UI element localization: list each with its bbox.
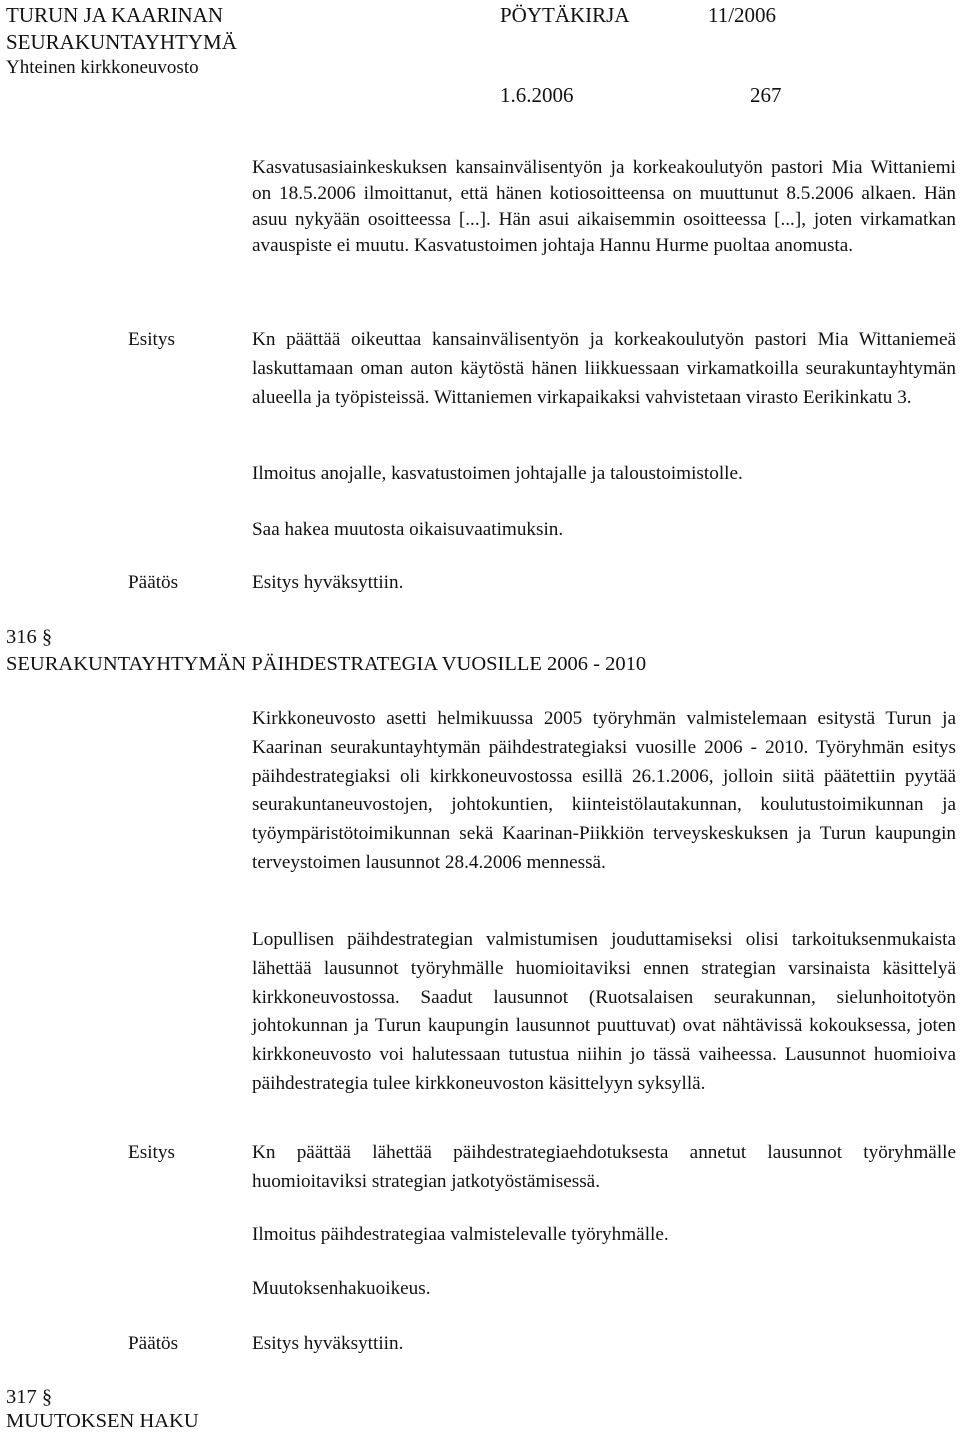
appeal-text: Muutoksenhakuoikeus.: [252, 1278, 431, 1299]
meeting-date: 1.6.2006: [500, 83, 574, 107]
proposal-text: Kn päättää oikeuttaa kansainvälisentyön ja korkeakoulutyön pastori Mia Wittaniemeä laskuttamaan oman auton käytöstä hänen liikkuessaan virkamatkoilla seurakuntayhtymän alueella ja työpisteissä. Wittaniemen virkapaikaksi vahvistetaan virasto Eerikinkatu 3.: [252, 329, 956, 408]
decision-label: Päätös: [128, 1333, 179, 1354]
section-title: SEURAKUNTAYHTYMÄN PÄIHDESTRATEGIA VUOSILLE 2006 - 2010: [6, 653, 647, 675]
section-paragraph-1: Kirkkoneuvosto asetti helmikuussa 2005 työryhmän valmistelemaan esitystä Turun ja Kaarinan seurakuntayhtymän päihdestrategiaksi vuosille 2006 - 2010. Työryhmän esitys päihdestrategiaksi oli kirkkoneuvostossa esillä 26.1.2006, jolloin siitä päätettiin pyytää seurakuntaneuvostojen, johtokuntien, kiinteistölautakunnan, koulutustoimikunnan ja työympäristötoimikunnan sekä Kaarinan-Piikkiön terveyskeskuksen ja Turun kaupungin terveystoimen lausunnot 28.4.2006 mennessä.: [252, 708, 956, 873]
document-number: 11/2006: [708, 3, 777, 27]
section-number: 316 §: [6, 626, 53, 648]
org-body: Yhteinen kirkkoneuvosto: [6, 57, 199, 78]
decision-label: Päätös: [128, 572, 179, 593]
section-number: 317 §: [6, 1386, 53, 1408]
notice-text: Ilmoitus anojalle, kasvatustoimen johtajalle ja taloustoimistolle.: [252, 463, 743, 484]
proposal-label: Esitys: [128, 1142, 175, 1163]
section-title: MUUTOKSEN HAKU: [6, 1410, 199, 1432]
proposal-text: Kn päättää lähettää päihdestrategiaehdotuksesta annetut lausunnot työryhmälle huomioitaviksi strategian jatkotyöstämisessä.: [252, 1142, 956, 1192]
document-type: PÖYTÄKIRJA: [500, 3, 630, 27]
intro-paragraph: Kasvatusasiainkeskuksen kansainvälisentyön ja korkeakoulutyön pastori Mia Wittaniemi on 18.5.2006 ilmoittanut, että hänen kotiosoitteensa on muuttunut 8.5.2006 alkaen. Hän asuu nykyään osoitteessa [...]. Hän asui aikaisemmin osoitteessa [...], joten virkamatkan avauspiste ei muutu. Kasvatustoimen johtaja Hannu Hurme puoltaa anomusta.: [252, 157, 956, 256]
org-name: TURUN JA KAARINAN: [6, 3, 224, 27]
notice-text: Ilmoitus päihdestrategiaa valmistelevalle työryhmälle.: [252, 1224, 669, 1245]
section-paragraph-2: Lopullisen päihdestrategian valmistumisen jouduttamiseksi olisi tarkoituksenmukaista lähettää lausunnot työryhmälle huomioitaviksi ennen strategian varsinaista käsittelyä kirkkoneuvostossa. Saadut lausunnot (Ruotsalaisen seurakunnan, sielunhoitotyön johtokunnan ja Turun kaupungin lausunnot puuttuvat) ovat nähtävissä kokouksessa, joten kirkkoneuvosto voi halutessaan tutustua niihin jo tässä vaiheessa. Lausunnot huomioiva päihdestrategia tulee kirkkoneuvoston käsittelyyn syksyllä.: [252, 929, 956, 1094]
appeal-text: Saa hakea muutosta oikaisuvaatimuksin.: [252, 519, 564, 540]
decision-text: Esitys hyväksyttiin.: [252, 572, 404, 593]
proposal-label: Esitys: [128, 329, 175, 350]
org-unit: SEURAKUNTAYHTYMÄ: [6, 30, 237, 54]
decision-text: Esitys hyväksyttiin.: [252, 1333, 404, 1354]
page-number: 267: [750, 83, 782, 107]
